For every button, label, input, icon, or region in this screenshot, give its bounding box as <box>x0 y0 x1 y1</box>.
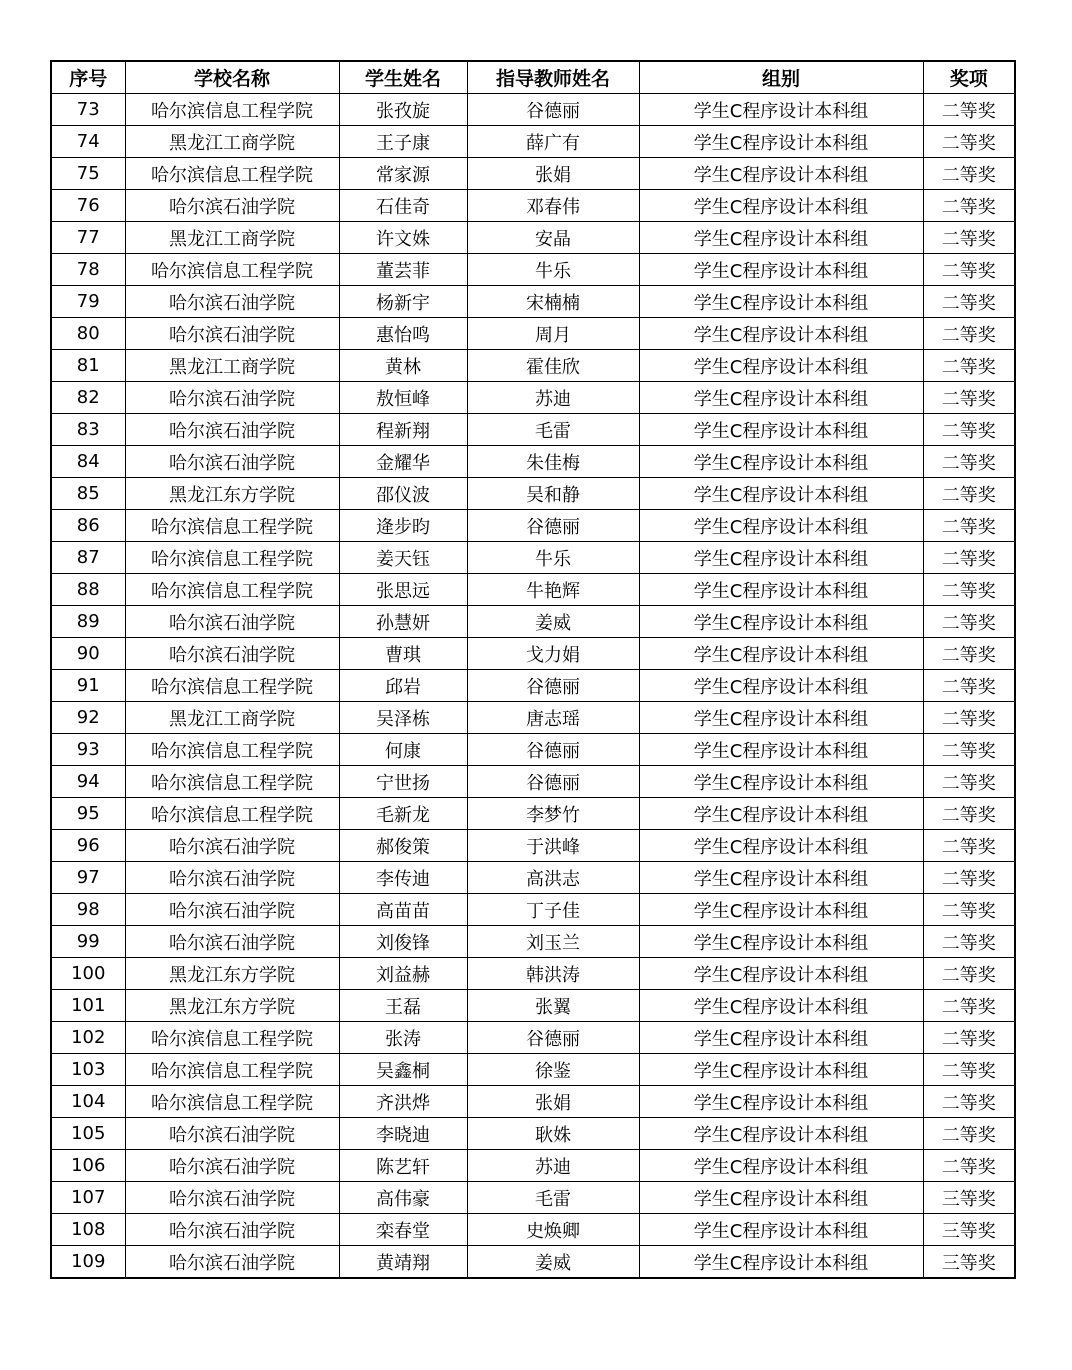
cell-index: 81 <box>51 350 125 382</box>
cell-group: 学生C程序设计本科组 <box>639 1246 923 1279</box>
cell-school: 哈尔滨信息工程学院 <box>125 574 339 606</box>
cell-advisor: 姜威 <box>467 1246 639 1279</box>
cell-student: 逄步昀 <box>339 510 467 542</box>
cell-school: 哈尔滨石油学院 <box>125 638 339 670</box>
table-row <box>51 990 1015 1022</box>
cell-advisor: 耿姝 <box>467 1118 639 1150</box>
cell-group: 学生C程序设计本科组 <box>639 286 923 318</box>
cell-school: 黑龙江东方学院 <box>125 990 339 1022</box>
table-row <box>51 862 1015 894</box>
table-row <box>51 254 1015 286</box>
cell-student: 敖恒峰 <box>339 382 467 414</box>
cell-student: 程新翔 <box>339 414 467 446</box>
cell-school: 黑龙江东方学院 <box>125 478 339 510</box>
table-row <box>51 1214 1015 1246</box>
cell-award: 三等奖 <box>923 1246 1015 1279</box>
cell-school: 哈尔滨石油学院 <box>125 286 339 318</box>
cell-award: 二等奖 <box>923 638 1015 670</box>
cell-advisor: 薛广有 <box>467 126 639 158</box>
cell-school: 哈尔滨信息工程学院 <box>125 798 339 830</box>
cell-award: 二等奖 <box>923 1150 1015 1182</box>
cell-index: 95 <box>51 798 125 830</box>
cell-group: 学生C程序设计本科组 <box>639 318 923 350</box>
table-row <box>51 1054 1015 1086</box>
cell-school: 黑龙江工商学院 <box>125 222 339 254</box>
cell-index: 106 <box>51 1150 125 1182</box>
cell-index: 85 <box>51 478 125 510</box>
cell-advisor: 徐鉴 <box>467 1054 639 1086</box>
cell-school: 哈尔滨信息工程学院 <box>125 542 339 574</box>
cell-school: 黑龙江工商学院 <box>125 702 339 734</box>
cell-advisor: 张娟 <box>467 158 639 190</box>
cell-index: 88 <box>51 574 125 606</box>
cell-group: 学生C程序设计本科组 <box>639 190 923 222</box>
cell-school: 哈尔滨石油学院 <box>125 446 339 478</box>
table-row <box>51 574 1015 606</box>
cell-group: 学生C程序设计本科组 <box>639 446 923 478</box>
cell-group: 学生C程序设计本科组 <box>639 574 923 606</box>
cell-school: 哈尔滨石油学院 <box>125 1182 339 1214</box>
cell-school: 哈尔滨信息工程学院 <box>125 766 339 798</box>
cell-advisor: 苏迪 <box>467 382 639 414</box>
cell-advisor: 姜威 <box>467 606 639 638</box>
cell-school: 哈尔滨信息工程学院 <box>125 1054 339 1086</box>
cell-school: 哈尔滨石油学院 <box>125 1246 339 1279</box>
cell-advisor: 毛雷 <box>467 414 639 446</box>
cell-index: 105 <box>51 1118 125 1150</box>
cell-student: 栾春堂 <box>339 1214 467 1246</box>
cell-student: 高苗苗 <box>339 894 467 926</box>
table-row <box>51 830 1015 862</box>
table-row <box>51 382 1015 414</box>
table-row <box>51 158 1015 190</box>
cell-award: 二等奖 <box>923 254 1015 286</box>
cell-index: 83 <box>51 414 125 446</box>
table-row <box>51 1182 1015 1214</box>
cell-advisor: 史焕卿 <box>467 1214 639 1246</box>
header-index: 序号 <box>51 61 125 94</box>
cell-index: 108 <box>51 1214 125 1246</box>
cell-index: 94 <box>51 766 125 798</box>
cell-advisor: 谷德丽 <box>467 734 639 766</box>
cell-school: 哈尔滨信息工程学院 <box>125 158 339 190</box>
cell-school: 哈尔滨石油学院 <box>125 414 339 446</box>
cell-award: 二等奖 <box>923 926 1015 958</box>
cell-index: 82 <box>51 382 125 414</box>
cell-student: 邱岩 <box>339 670 467 702</box>
cell-advisor: 牛艳辉 <box>467 574 639 606</box>
table-row <box>51 350 1015 382</box>
cell-group: 学生C程序设计本科组 <box>639 702 923 734</box>
table-row <box>51 414 1015 446</box>
cell-group: 学生C程序设计本科组 <box>639 894 923 926</box>
cell-school: 哈尔滨石油学院 <box>125 926 339 958</box>
cell-school: 哈尔滨信息工程学院 <box>125 1086 339 1118</box>
table-row <box>51 478 1015 510</box>
cell-award: 二等奖 <box>923 1022 1015 1054</box>
cell-index: 75 <box>51 158 125 190</box>
cell-index: 99 <box>51 926 125 958</box>
cell-advisor: 刘玉兰 <box>467 926 639 958</box>
cell-award: 二等奖 <box>923 894 1015 926</box>
cell-advisor: 朱佳梅 <box>467 446 639 478</box>
cell-group: 学生C程序设计本科组 <box>639 830 923 862</box>
cell-award: 二等奖 <box>923 798 1015 830</box>
cell-school: 哈尔滨石油学院 <box>125 894 339 926</box>
cell-advisor: 邓春伟 <box>467 190 639 222</box>
cell-advisor: 谷德丽 <box>467 766 639 798</box>
cell-student: 陈艺轩 <box>339 1150 467 1182</box>
cell-group: 学生C程序设计本科组 <box>639 1054 923 1086</box>
cell-student: 齐洪烨 <box>339 1086 467 1118</box>
cell-award: 二等奖 <box>923 990 1015 1022</box>
cell-advisor: 苏迪 <box>467 1150 639 1182</box>
cell-advisor: 戈力娟 <box>467 638 639 670</box>
table-row <box>51 926 1015 958</box>
cell-group: 学生C程序设计本科组 <box>639 670 923 702</box>
cell-advisor: 丁子佳 <box>467 894 639 926</box>
table-row <box>51 1246 1015 1279</box>
cell-index: 92 <box>51 702 125 734</box>
cell-student: 何康 <box>339 734 467 766</box>
cell-student: 常家源 <box>339 158 467 190</box>
cell-award: 三等奖 <box>923 1214 1015 1246</box>
cell-index: 109 <box>51 1246 125 1279</box>
cell-student: 邵仪波 <box>339 478 467 510</box>
cell-index: 93 <box>51 734 125 766</box>
header-row <box>51 61 1015 94</box>
cell-index: 89 <box>51 606 125 638</box>
cell-advisor: 唐志瑶 <box>467 702 639 734</box>
cell-group: 学生C程序设计本科组 <box>639 510 923 542</box>
cell-advisor: 谷德丽 <box>467 94 639 126</box>
cell-school: 哈尔滨石油学院 <box>125 830 339 862</box>
cell-index: 103 <box>51 1054 125 1086</box>
cell-student: 孙慧妍 <box>339 606 467 638</box>
cell-student: 张孜旋 <box>339 94 467 126</box>
cell-group: 学生C程序设计本科组 <box>639 1214 923 1246</box>
table-row <box>51 1086 1015 1118</box>
cell-student: 王磊 <box>339 990 467 1022</box>
cell-group: 学生C程序设计本科组 <box>639 990 923 1022</box>
cell-group: 学生C程序设计本科组 <box>639 94 923 126</box>
cell-student: 许文姝 <box>339 222 467 254</box>
cell-award: 二等奖 <box>923 862 1015 894</box>
cell-group: 学生C程序设计本科组 <box>639 542 923 574</box>
cell-advisor: 谷德丽 <box>467 670 639 702</box>
cell-student: 姜天钰 <box>339 542 467 574</box>
table-row <box>51 734 1015 766</box>
cell-index: 77 <box>51 222 125 254</box>
cell-advisor: 张翼 <box>467 990 639 1022</box>
cell-student: 高伟豪 <box>339 1182 467 1214</box>
table-row <box>51 670 1015 702</box>
cell-school: 哈尔滨信息工程学院 <box>125 1022 339 1054</box>
cell-student: 吴鑫桐 <box>339 1054 467 1086</box>
table-row <box>51 286 1015 318</box>
cell-advisor: 吴和静 <box>467 478 639 510</box>
table-body <box>51 94 1015 1279</box>
cell-student: 李晓迪 <box>339 1118 467 1150</box>
cell-group: 学生C程序设计本科组 <box>639 1086 923 1118</box>
cell-award: 二等奖 <box>923 670 1015 702</box>
cell-index: 79 <box>51 286 125 318</box>
cell-student: 黄靖翔 <box>339 1246 467 1279</box>
cell-award: 二等奖 <box>923 222 1015 254</box>
cell-award: 二等奖 <box>923 286 1015 318</box>
cell-advisor: 牛乐 <box>467 542 639 574</box>
cell-group: 学生C程序设计本科组 <box>639 926 923 958</box>
cell-advisor: 宋楠楠 <box>467 286 639 318</box>
cell-advisor: 李梦竹 <box>467 798 639 830</box>
cell-award: 二等奖 <box>923 382 1015 414</box>
cell-group: 学生C程序设计本科组 <box>639 1022 923 1054</box>
cell-index: 76 <box>51 190 125 222</box>
cell-student: 郝俊策 <box>339 830 467 862</box>
cell-award: 二等奖 <box>923 478 1015 510</box>
table-row <box>51 126 1015 158</box>
cell-advisor: 周月 <box>467 318 639 350</box>
cell-advisor: 霍佳欣 <box>467 350 639 382</box>
cell-group: 学生C程序设计本科组 <box>639 638 923 670</box>
cell-index: 90 <box>51 638 125 670</box>
cell-school: 黑龙江工商学院 <box>125 350 339 382</box>
cell-group: 学生C程序设计本科组 <box>639 958 923 990</box>
cell-index: 104 <box>51 1086 125 1118</box>
header-group: 组别 <box>639 61 923 94</box>
cell-student: 李传迪 <box>339 862 467 894</box>
cell-student: 曹琪 <box>339 638 467 670</box>
cell-group: 学生C程序设计本科组 <box>639 382 923 414</box>
table-row <box>51 702 1015 734</box>
cell-student: 张思远 <box>339 574 467 606</box>
cell-award: 二等奖 <box>923 766 1015 798</box>
cell-award: 二等奖 <box>923 734 1015 766</box>
cell-award: 二等奖 <box>923 1118 1015 1150</box>
cell-advisor: 高洪志 <box>467 862 639 894</box>
cell-award: 二等奖 <box>923 350 1015 382</box>
cell-group: 学生C程序设计本科组 <box>639 414 923 446</box>
cell-advisor: 谷德丽 <box>467 1022 639 1054</box>
table-row <box>51 510 1015 542</box>
cell-index: 78 <box>51 254 125 286</box>
table-row <box>51 638 1015 670</box>
header-award: 奖项 <box>923 61 1015 94</box>
cell-index: 91 <box>51 670 125 702</box>
cell-award: 二等奖 <box>923 190 1015 222</box>
cell-advisor: 张娟 <box>467 1086 639 1118</box>
cell-advisor: 于洪峰 <box>467 830 639 862</box>
cell-group: 学生C程序设计本科组 <box>639 798 923 830</box>
cell-index: 87 <box>51 542 125 574</box>
cell-award: 二等奖 <box>923 414 1015 446</box>
cell-group: 学生C程序设计本科组 <box>639 606 923 638</box>
cell-index: 80 <box>51 318 125 350</box>
table-row <box>51 766 1015 798</box>
cell-school: 哈尔滨石油学院 <box>125 606 339 638</box>
cell-student: 刘益赫 <box>339 958 467 990</box>
cell-award: 二等奖 <box>923 446 1015 478</box>
cell-student: 董芸菲 <box>339 254 467 286</box>
cell-school: 哈尔滨石油学院 <box>125 1118 339 1150</box>
table-row <box>51 894 1015 926</box>
table-header <box>51 61 1015 94</box>
cell-student: 宁世扬 <box>339 766 467 798</box>
cell-group: 学生C程序设计本科组 <box>639 254 923 286</box>
cell-award: 三等奖 <box>923 1182 1015 1214</box>
cell-student: 王子康 <box>339 126 467 158</box>
cell-advisor: 韩洪涛 <box>467 958 639 990</box>
cell-group: 学生C程序设计本科组 <box>639 1182 923 1214</box>
cell-index: 100 <box>51 958 125 990</box>
table-row <box>51 318 1015 350</box>
cell-group: 学生C程序设计本科组 <box>639 1118 923 1150</box>
cell-group: 学生C程序设计本科组 <box>639 158 923 190</box>
cell-school: 哈尔滨石油学院 <box>125 318 339 350</box>
table-row <box>51 1118 1015 1150</box>
cell-index: 73 <box>51 94 125 126</box>
cell-advisor: 毛雷 <box>467 1182 639 1214</box>
cell-school: 哈尔滨信息工程学院 <box>125 734 339 766</box>
table-row <box>51 1150 1015 1182</box>
cell-group: 学生C程序设计本科组 <box>639 766 923 798</box>
cell-index: 86 <box>51 510 125 542</box>
table-row <box>51 606 1015 638</box>
cell-award: 二等奖 <box>923 958 1015 990</box>
cell-index: 84 <box>51 446 125 478</box>
table-row <box>51 542 1015 574</box>
cell-school: 哈尔滨石油学院 <box>125 382 339 414</box>
cell-index: 102 <box>51 1022 125 1054</box>
cell-student: 惠怡鸣 <box>339 318 467 350</box>
awards-table <box>50 60 1016 1279</box>
header-advisor: 指导教师姓名 <box>467 61 639 94</box>
cell-award: 二等奖 <box>923 1086 1015 1118</box>
cell-advisor: 安晶 <box>467 222 639 254</box>
cell-group: 学生C程序设计本科组 <box>639 126 923 158</box>
cell-student: 金耀华 <box>339 446 467 478</box>
cell-school: 哈尔滨信息工程学院 <box>125 510 339 542</box>
header-student: 学生姓名 <box>339 61 467 94</box>
cell-group: 学生C程序设计本科组 <box>639 734 923 766</box>
cell-student: 刘俊锋 <box>339 926 467 958</box>
cell-school: 哈尔滨石油学院 <box>125 190 339 222</box>
cell-award: 二等奖 <box>923 606 1015 638</box>
cell-school: 黑龙江东方学院 <box>125 958 339 990</box>
cell-award: 二等奖 <box>923 830 1015 862</box>
cell-student: 石佳奇 <box>339 190 467 222</box>
cell-award: 二等奖 <box>923 126 1015 158</box>
cell-group: 学生C程序设计本科组 <box>639 222 923 254</box>
cell-school: 黑龙江工商学院 <box>125 126 339 158</box>
cell-index: 101 <box>51 990 125 1022</box>
cell-advisor: 谷德丽 <box>467 510 639 542</box>
cell-school: 哈尔滨石油学院 <box>125 862 339 894</box>
cell-index: 98 <box>51 894 125 926</box>
cell-award: 二等奖 <box>923 510 1015 542</box>
cell-award: 二等奖 <box>923 94 1015 126</box>
table-row <box>51 798 1015 830</box>
cell-student: 吴泽栋 <box>339 702 467 734</box>
cell-school: 哈尔滨石油学院 <box>125 1214 339 1246</box>
cell-group: 学生C程序设计本科组 <box>639 478 923 510</box>
cell-school: 哈尔滨信息工程学院 <box>125 670 339 702</box>
table-row <box>51 446 1015 478</box>
cell-group: 学生C程序设计本科组 <box>639 1150 923 1182</box>
table-row <box>51 222 1015 254</box>
cell-award: 二等奖 <box>923 702 1015 734</box>
cell-award: 二等奖 <box>923 318 1015 350</box>
table-row <box>51 958 1015 990</box>
cell-school: 哈尔滨信息工程学院 <box>125 254 339 286</box>
cell-index: 107 <box>51 1182 125 1214</box>
table-row <box>51 1022 1015 1054</box>
header-school: 学校名称 <box>125 61 339 94</box>
cell-advisor: 牛乐 <box>467 254 639 286</box>
cell-student: 毛新龙 <box>339 798 467 830</box>
cell-index: 97 <box>51 862 125 894</box>
cell-award: 二等奖 <box>923 1054 1015 1086</box>
table-row <box>51 94 1015 126</box>
cell-student: 张涛 <box>339 1022 467 1054</box>
table-row <box>51 190 1015 222</box>
cell-index: 96 <box>51 830 125 862</box>
cell-school: 哈尔滨石油学院 <box>125 1150 339 1182</box>
cell-index: 74 <box>51 126 125 158</box>
cell-student: 黄林 <box>339 350 467 382</box>
cell-group: 学生C程序设计本科组 <box>639 350 923 382</box>
cell-award: 二等奖 <box>923 542 1015 574</box>
cell-award: 二等奖 <box>923 158 1015 190</box>
cell-award: 二等奖 <box>923 574 1015 606</box>
cell-group: 学生C程序设计本科组 <box>639 862 923 894</box>
cell-school: 哈尔滨信息工程学院 <box>125 94 339 126</box>
cell-student: 杨新宇 <box>339 286 467 318</box>
